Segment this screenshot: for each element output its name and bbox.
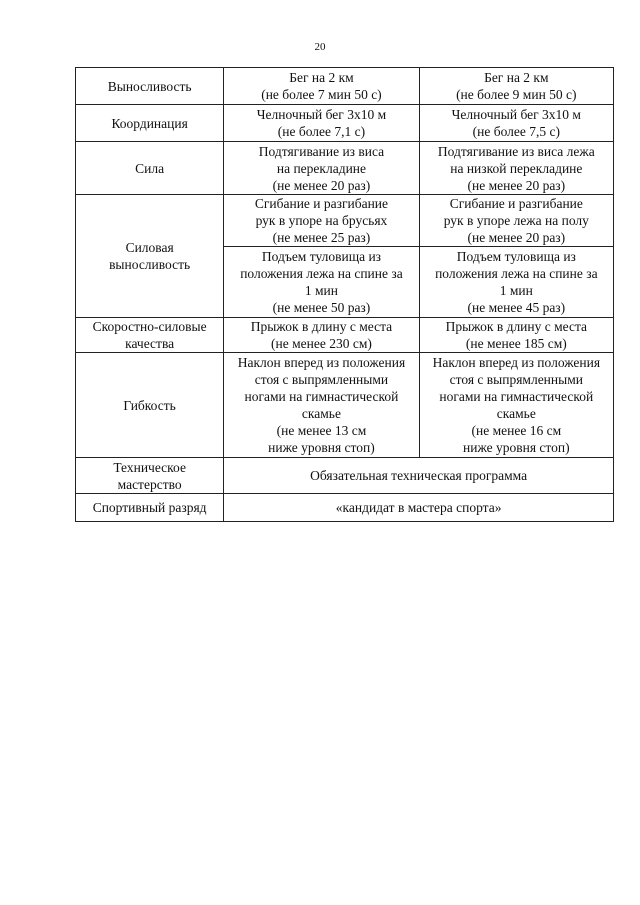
cell-line: (не менее 20 раз) <box>467 177 566 193</box>
cell-line: «кандидат в мастера спорта» <box>335 500 502 515</box>
cell-line: мастерство <box>117 476 182 492</box>
standard-cell <box>419 318 613 353</box>
cell-line: (не менее 230 см) <box>271 336 372 351</box>
standard-cell <box>419 105 613 142</box>
cell-line: (не менее 20 раз) <box>272 177 371 193</box>
standard-cell <box>224 68 419 105</box>
cell-line: (не более 7 мин 50 с) <box>261 87 382 102</box>
cell-line: (не менее 45 раз) <box>467 300 566 315</box>
standard-cell <box>224 247 419 318</box>
standard-cell <box>224 353 419 458</box>
table-row <box>76 353 614 458</box>
cell-line: Прыжок в длину с места <box>250 319 393 334</box>
table-row <box>76 142 614 195</box>
cell-line: Сила <box>135 160 165 176</box>
cell-line: (не менее 20 раз) <box>467 230 566 245</box>
cell-line: Координация <box>111 115 188 131</box>
cell-line: Сгибание и разгибание <box>254 196 389 211</box>
table-row <box>76 494 614 522</box>
merged-standard-cell <box>224 458 614 494</box>
cell-line: Спортивный разряд <box>92 500 207 515</box>
cell-line: (не более 7,5 с) <box>472 124 560 139</box>
cell-line: на низкой перекладине <box>450 160 583 176</box>
standard-cell <box>419 142 613 195</box>
cell-line: Прыжок в длину с места <box>445 319 588 334</box>
cell-line: ниже уровня стоп) <box>268 440 375 455</box>
cell-line: Гибкость <box>123 397 176 413</box>
cell-line: Наклон вперед из положения <box>432 355 601 370</box>
quality-cell <box>76 142 224 195</box>
cell-line: (не менее 50 раз) <box>272 300 371 315</box>
cell-line: Подтягивание из виса лежа <box>437 143 595 159</box>
standard-cell <box>419 353 613 458</box>
cell-line: Челночный бег 3х10 м <box>451 107 581 122</box>
standard-cell <box>224 142 419 195</box>
quality-cell <box>76 494 224 522</box>
cell-line: Наклон вперед из положения <box>237 355 406 370</box>
cell-line: скамье <box>496 406 536 421</box>
table-row <box>76 68 614 105</box>
cell-line: Техническое <box>113 459 186 475</box>
cell-line: качества <box>125 336 175 351</box>
table-row <box>76 318 614 353</box>
cell-line: (не более 7,1 с) <box>277 124 366 139</box>
quality-cell <box>76 105 224 142</box>
quality-cell <box>76 195 224 318</box>
standard-cell <box>419 247 613 318</box>
quality-cell <box>76 458 224 494</box>
standards-table <box>75 67 614 522</box>
cell-line: положения лежа на спине за <box>240 266 403 281</box>
cell-line: (не менее 25 раз) <box>272 230 371 245</box>
cell-line: рук в упоре на брусьях <box>255 213 388 228</box>
standard-cell <box>419 68 613 105</box>
cell-line: Сгибание и разгибание <box>449 196 583 211</box>
quality-cell <box>76 318 224 353</box>
cell-line: Скоростно-силовые <box>92 319 207 334</box>
standard-cell <box>224 195 419 247</box>
cell-line: (не менее 185 см) <box>465 336 567 351</box>
cell-line: ногами на гимнастической <box>439 389 594 404</box>
table-row <box>76 195 614 247</box>
cell-line: на перекладине <box>276 160 367 176</box>
cell-line: Подтягивание из виса <box>258 143 385 159</box>
cell-line: положения лежа на спине за <box>435 266 598 281</box>
cell-line: рук в упоре лежа на полу <box>443 213 589 228</box>
standard-cell <box>224 105 419 142</box>
cell-line: ниже уровня стоп) <box>463 440 570 455</box>
cell-line: 1 мин <box>304 283 338 298</box>
cell-line: Подъем туловища из <box>261 249 382 264</box>
cell-line: (не менее 13 см <box>276 423 367 438</box>
cell-line: (не менее 16 см <box>471 423 562 438</box>
cell-line: скамье <box>301 406 341 421</box>
cell-line: Челночный бег 3х10 м <box>256 107 387 122</box>
page-number: 20 <box>314 41 326 53</box>
cell-line: Бег на 2 км <box>484 70 549 85</box>
quality-cell <box>76 353 224 458</box>
merged-standard-cell <box>224 494 614 522</box>
cell-line: Подъем туловища из <box>456 249 576 264</box>
cell-line: стоя с выпрямленными <box>254 372 389 387</box>
table-row <box>76 458 614 494</box>
cell-line: Выносливость <box>107 78 192 94</box>
cell-line: выносливость <box>109 257 191 272</box>
cell-line: ногами на гимнастической <box>244 389 399 404</box>
standard-cell <box>224 318 419 353</box>
cell-line: (не более 9 мин 50 с) <box>456 87 577 102</box>
cell-line: Силовая <box>125 240 174 255</box>
cell-line: Обязательная техническая программа <box>310 468 528 483</box>
cell-line: Бег на 2 км <box>289 70 354 85</box>
standard-cell <box>419 195 613 247</box>
table-row <box>76 105 614 142</box>
cell-line: стоя с выпрямленными <box>449 372 583 387</box>
quality-cell <box>76 68 224 105</box>
cell-line: 1 мин <box>499 283 533 298</box>
